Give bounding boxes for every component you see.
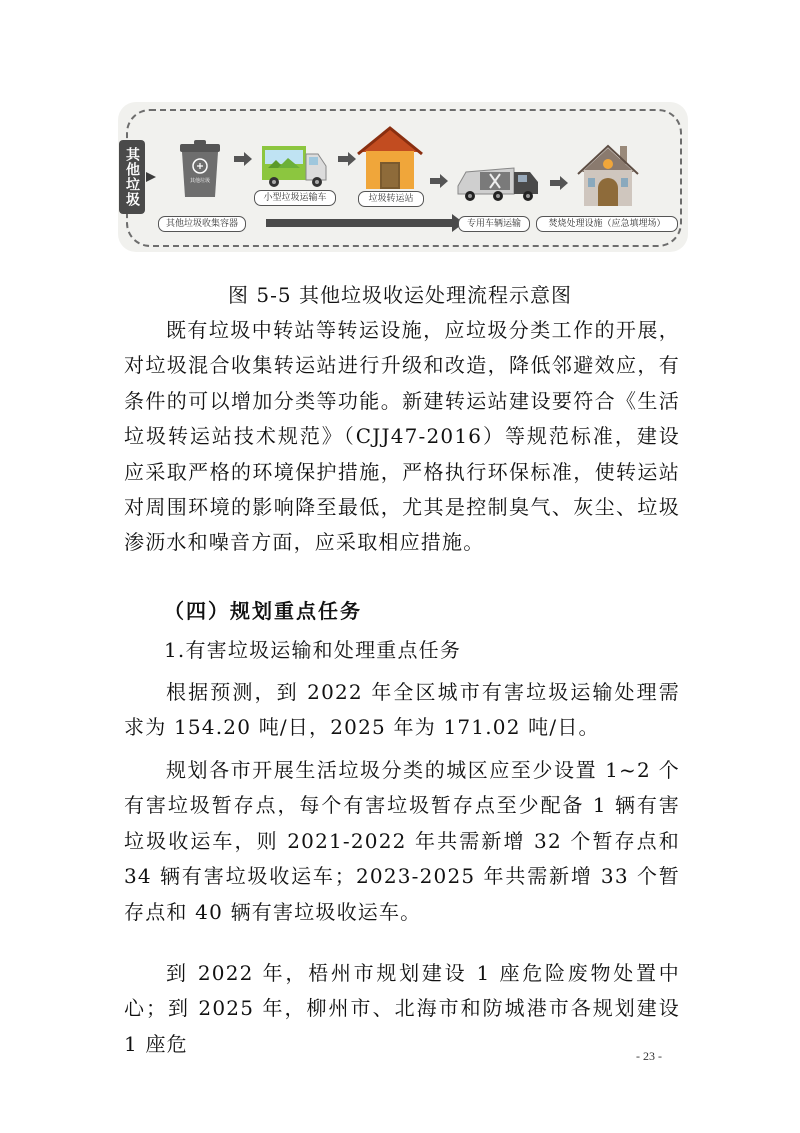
subsection-heading: 1.有害垃圾运输和处理重点任务 [164,638,462,662]
garbage-bin-icon [180,140,220,197]
paragraph-transfer-station: 既有垃圾中转站等转运设施，应垃圾分类工作的开展，对垃圾混合收集转运站进行升级和改造，降低邻避效应，有条件的可以增加分类等功能。新建转运站建设要符合《生活垃圾转运站技术规范》（CJJ47-2016）等规范标准，建设应采取严格的环境保护措施，严格执行环保标准，使转运站对周围环境的影响降至最低，尤其是控制臭气、灰尘、垃圾渗沥水和噪音方面，应采取相应措施。 [124,318,680,555]
figure-caption: 图 5-5 其他垃圾收运处理流程示意图 [228,283,572,307]
label-small-truck: 小型垃圾运输车 [254,190,336,206]
label-incineration: 焚烧处理设施（应急填埋场） [536,216,678,232]
bin-text: 其他垃圾 [189,178,211,184]
flow-arrow-icon [430,174,448,188]
page-number: - 23 - [636,1049,662,1063]
small-truck-icon [262,146,326,187]
garbage-truck-icon [458,168,538,201]
transfer-station-icon [358,128,422,189]
label-transfer-station: 垃圾转运站 [358,191,424,207]
flow-arrow-icon [234,152,252,166]
label-special-vehicle: 专用车辆运输 [458,216,530,232]
flow-arrow-icon [338,152,356,166]
bottom-flow-bar [266,219,452,227]
flow-arrow-icon [550,176,568,190]
label-container: 其他垃圾收集容器 [158,216,246,232]
paragraph-disposal-center: 到 2022 年，梧州市规划建设 1 座危险废物处置中心；到 2025 年，柳州市、北海市和防城港市各规划建设 1 座危 [124,961,680,1056]
paragraph-storage-points: 规划各市开展生活垃圾分类的城区应至少设置 1~2 个有害垃圾暂存点，每个有害垃圾暂存点至少配备 1 辆有害垃圾收运车，则 2021-2022 年共需新增 32 个暂存点和 34 辆有害垃圾收运车；2023-2025 年共需新增 33 个暂存点和 40 辆有害垃圾收运车。 [124,758,680,924]
category-label: 其他垃圾 [119,140,145,214]
incineration-facility-icon [578,146,638,206]
waste-flow-diagram [118,102,688,252]
section-heading: （四）规划重点任务 [164,599,362,623]
paragraph-forecast: 根据预测，到 2022 年全区城市有害垃圾运输处理需求为 154.20 吨/日，2025 年为 171.02 吨/日。 [124,680,680,740]
category-arrow-icon [146,172,156,182]
